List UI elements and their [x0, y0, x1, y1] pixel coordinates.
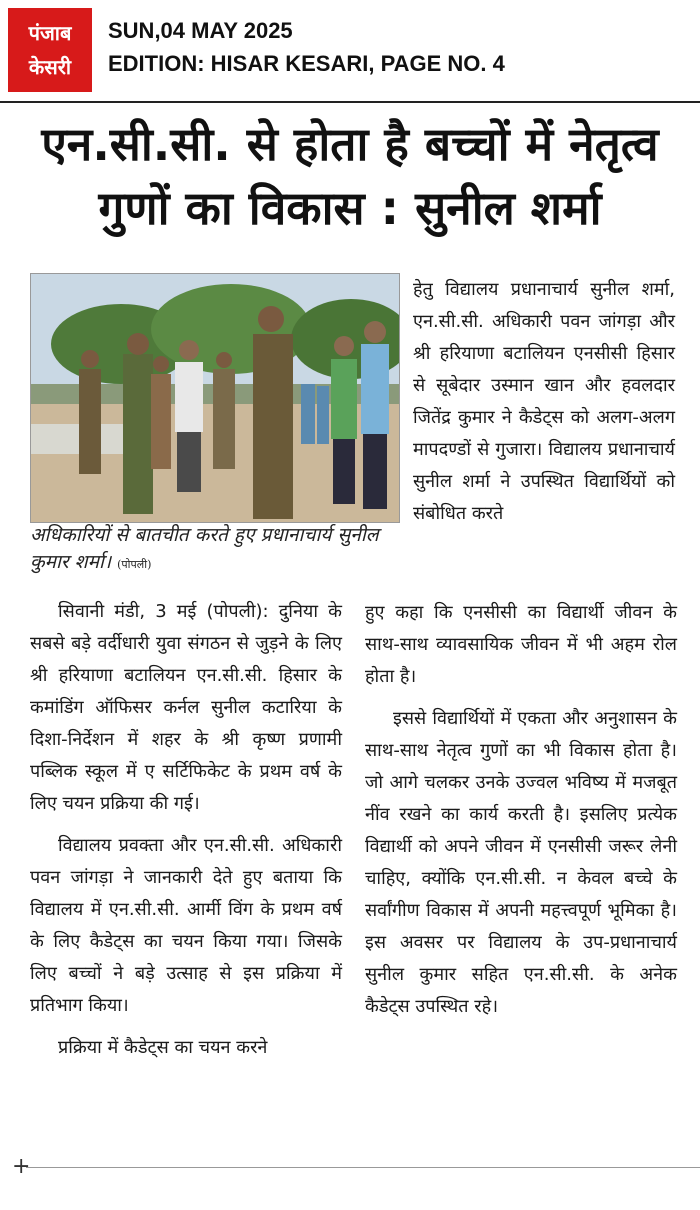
- edition-meta: [108, 14, 505, 80]
- paragraph: सिवानी मंडी, 3 मई (पोपली): दुनिया के सबसे बड़े वर्दीधारी युवा संगठन से जुड़ने के लिए श्री हरियाणा बटालियन एन.सी.सी. हिसार के कमांडिंग ऑफिसर कर्नल सुनील कटारिया के दिशा-निर्देशन में शहर के श्री कृष्ण प्रणामी पब्लिक स्कूल में ए सर्टिफिकेट के प्रथम वर्ष के लिए चयन प्रक्रिया की गई।: [30, 601, 342, 814]
- paragraph: इससे विद्यार्थियों में एकता और अनुशासन के साथ-साथ नेतृत्व गुणों का भी विकास होता है। जो आगे चलकर उनके उज्वल भविष्य में मजबूत नींव रखने का कार्य करती है। इसलिए प्रत्येक विद्यार्थी को अपने जीवन में एनसीसी जरूर लेनी चाहिए, क्योंकि एन.सी.सी. न केवल बच्चे के सर्वांगीण विकास में अपनी महत्त्वपूर्ण भूमिका है। इस अवसर पर विद्यालय के उप-प्रधानाचार्य सुनील कुमार सहित एन.सी.सी. के अनेक कैडेट्स उपस्थित रहे।: [365, 708, 677, 1017]
- punjab-kesari-logo: [8, 8, 92, 92]
- publication-date: SUN,04 MAY 2025: [108, 18, 293, 43]
- article-column-left: [30, 596, 342, 1064]
- photo-caption: [30, 522, 398, 578]
- article-column-right: [365, 597, 677, 1023]
- logo-line-1: पंजाब: [28, 21, 72, 45]
- edition-info: EDITION: HISAR KESARI, PAGE NO. 4: [108, 51, 505, 76]
- article-column-right-top: [413, 274, 675, 530]
- logo-line-2: केसरी: [28, 55, 72, 79]
- photo-credit: (पोपली): [117, 558, 152, 571]
- clipping-header: [0, 0, 700, 102]
- caption-text: अधिकारियों से बातचीत करते हुए प्रधानाचार्य सुनील कुमार शर्मा।: [30, 524, 379, 573]
- paragraph: हुए कहा कि एनसीसी का विद्यार्थी जीवन के साथ-साथ व्यावसायिक जीवन में भी अहम रोल होता है।: [365, 602, 677, 687]
- headline-line-1: एन.सी.सी. से होता है बच्चों में नेतृत्व: [41, 117, 659, 171]
- news-photo: [30, 273, 400, 523]
- ncc-officers-photo-illustration: [31, 274, 399, 522]
- headline-line-2: गुणों का विकास : सुनील शर्मा: [98, 181, 602, 235]
- header-divider: [0, 101, 700, 103]
- article-headline: [10, 112, 690, 240]
- crop-mark-icon: +: [12, 1154, 31, 1179]
- footer-divider: [26, 1167, 700, 1168]
- paragraph: हेतु विद्यालय प्रधानाचार्य सुनील शर्मा, एन.सी.सी. अधिकारी पवन जांगड़ा और श्री हरियाणा बटालियन एनसीसी हिसार से सूबेदार उस्मान खान और हवलदार जितेंद्र कुमार ने कैडेट्स को अलग-अलग मापदण्डों से गुजारा। विद्यालय प्रधानाचार्य सुनील शर्मा ने उपस्थित विद्यार्थियों को संबोधित करते: [413, 279, 675, 524]
- paragraph: विद्यालय प्रवक्ता और एन.सी.सी. अधिकारी पवन जांगड़ा ने जानकारी देते हुए बताया कि विद्यालय में एन.सी.सी. आर्मी विंग के प्रथम वर्ष के लिए कैडेट्स का चयन किया गया। जिसके लिए बच्चों ने बड़े उत्साह से इस प्रक्रिया में प्रतिभाग किया।: [30, 835, 342, 1016]
- paragraph: प्रक्रिया में कैडेट्स का चयन करने: [58, 1037, 268, 1058]
